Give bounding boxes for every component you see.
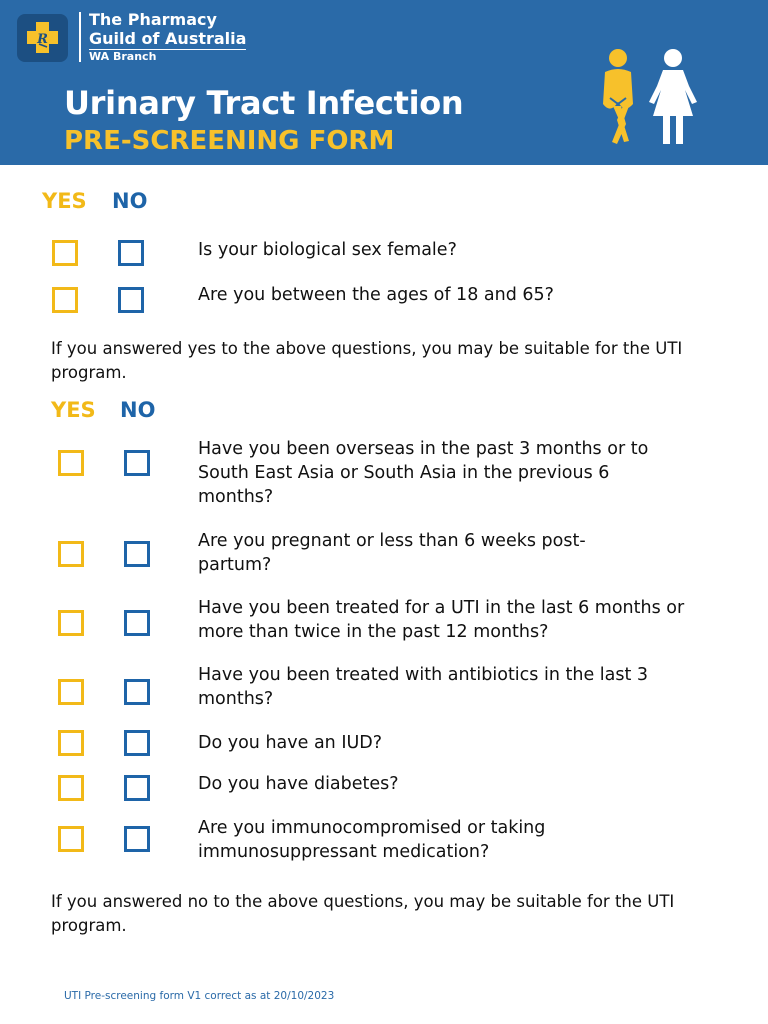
- pharmacy-cross-icon: [17, 14, 68, 62]
- section2-q4-yes-checkbox[interactable]: [58, 679, 84, 705]
- section2-yes-heading: YES: [51, 398, 96, 422]
- org-name-line1: The Pharmacy: [89, 10, 217, 29]
- section1-no-heading: NO: [112, 189, 148, 213]
- svg-text:R: R: [37, 32, 48, 47]
- section1-q2-no-checkbox[interactable]: [118, 287, 144, 313]
- org-name-line2: Guild of Australia: [89, 29, 247, 48]
- section2-question: Are you pregnant or less than 6 weeks post-partum?: [198, 531, 586, 575]
- section2-q3-no-checkbox[interactable]: [124, 610, 150, 636]
- section2-question: Have you been treated for a UTI in the last 6 months or more than twice in the past 12 months?: [198, 598, 685, 642]
- section2-q7-yes-checkbox[interactable]: [58, 826, 84, 852]
- guild-logo: [17, 14, 68, 62]
- section2-q1-no-checkbox[interactable]: [124, 450, 150, 476]
- section2-question: Have you been treated with antibiotics in the last 3 months?: [198, 665, 649, 709]
- section1-question: Are you between the ages of 18 and 65?: [198, 285, 554, 305]
- section2-q5-no-checkbox[interactable]: [124, 730, 150, 756]
- section2-q7-no-checkbox[interactable]: [124, 826, 150, 852]
- section2-question: Do you have an IUD?: [198, 733, 383, 753]
- section1-yes-heading: YES: [42, 189, 87, 213]
- section2-question: Have you been overseas in the past 3 months or to South East Asia or South Asia in the previous 6 months?: [198, 439, 649, 507]
- section2-question: Do you have diabetes?: [198, 774, 399, 794]
- header-banner: [0, 0, 768, 165]
- page-subtitle: PRE-SCREENING FORM: [64, 126, 395, 156]
- section1-q1-no-checkbox[interactable]: [118, 240, 144, 266]
- section1-note: If you answered yes to the above questions, you may be suitable for the UTI program.: [51, 339, 683, 382]
- section2-q4-no-checkbox[interactable]: [124, 679, 150, 705]
- section1-q2-yes-checkbox[interactable]: [52, 287, 78, 313]
- section2-q6-no-checkbox[interactable]: [124, 775, 150, 801]
- section2-q5-yes-checkbox[interactable]: [58, 730, 84, 756]
- page-title: Urinary Tract Infection: [64, 84, 464, 122]
- section1-question: Is your biological sex female?: [198, 240, 457, 260]
- section2-q6-yes-checkbox[interactable]: [58, 775, 84, 801]
- org-branch: WA Branch: [89, 50, 157, 63]
- section2-q3-yes-checkbox[interactable]: [58, 610, 84, 636]
- logo-divider: [79, 12, 81, 62]
- section1-q1-yes-checkbox[interactable]: [52, 240, 78, 266]
- section2-question: Are you immunocompromised or taking immunosuppressant medication?: [198, 818, 546, 862]
- section2-no-heading: NO: [120, 398, 156, 422]
- male-female-figures-icon: [593, 46, 703, 150]
- section2-q2-yes-checkbox[interactable]: [58, 541, 84, 567]
- section2-q1-yes-checkbox[interactable]: [58, 450, 84, 476]
- section2-q2-no-checkbox[interactable]: [124, 541, 150, 567]
- footer-version: UTI Pre-screening form V1 correct as at 20/10/2023: [64, 990, 335, 1002]
- section2-note: If you answered no to the above questions, you may be suitable for the UTI program.: [51, 892, 675, 935]
